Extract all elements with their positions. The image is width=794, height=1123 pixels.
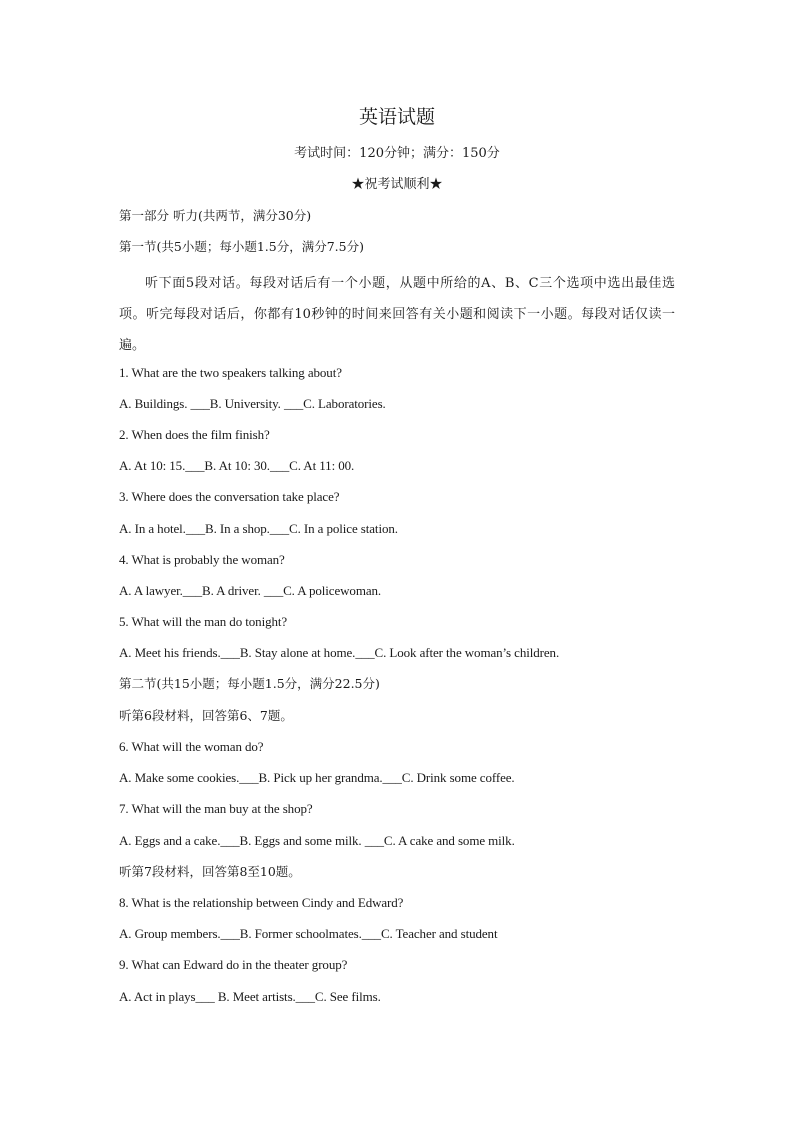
question-6-options: A. Make some cookies.___B. Pick up her grandma.___C. Drink some coffee. (119, 770, 515, 785)
section1-heading: 第一节(共5小题；每小题1.5分，满分7.5分) (119, 239, 364, 254)
question-8-options: A. Group members.___B. Former schoolmates.___C. Teacher and student (119, 926, 498, 941)
question-3: 3. Where does the conversation take place? (119, 489, 340, 504)
question-3-options: A. In a hotel.___B. In a shop.___C. In a police station. (119, 521, 398, 536)
group-7-instruction: 听第7段材料，回答第8至10题。 (119, 864, 301, 879)
question-2-options: A. At 10: 15.___B. At 10: 30.___C. At 11: 00. (119, 458, 355, 473)
question-9-options: A. Act in plays___ B. Meet artists.___C. See films. (119, 989, 381, 1004)
question-5: 5. What will the man do tonight? (119, 614, 288, 629)
question-1-options: A. Buildings. ___B. University. ___C. Laboratories. (119, 396, 386, 411)
question-4: 4. What is probably the woman? (119, 552, 285, 567)
question-5-options: A. Meet his friends.___B. Stay alone at home.___C. Look after the woman’s children. (119, 645, 560, 660)
question-1: 1. What are the two speakers talking about? (119, 365, 342, 380)
part1-heading: 第一部分 听力(共两节，满分30分) (119, 208, 312, 223)
group-6-instruction: 听第6段材料，回答第6、7题。 (119, 708, 293, 723)
question-7-options: A. Eggs and a cake.___B. Eggs and some milk. ___C. A cake and some milk. (119, 833, 515, 848)
section2-heading: 第二节(共15小题；每小题1.5分，满分22.5分) (119, 676, 380, 691)
section1-instructions: 听下面5段对话。每段对话后有一个小题，从题中所给的A、B、C三个选项中选出最佳选项。听完每段对话后，你都有10秒钟的时间来回答有关小题和阅读下一小题。每段对话仅读一遍。 (119, 276, 675, 353)
exam-motto: ★祝考试顺利★ (351, 177, 443, 192)
question-7: 7. What will the man buy at the shop? (119, 801, 313, 816)
question-9: 9. What can Edward do in the theater group? (119, 957, 348, 972)
exam-info: 考试时间：120分钟；满分：150分 (294, 146, 500, 161)
page-title: 英语试题 (358, 106, 435, 128)
question-8: 8. What is the relationship between Cindy and Edward? (119, 895, 404, 910)
question-2: 2. When does the film finish? (119, 427, 270, 442)
question-6: 6. What will the woman do? (119, 739, 264, 754)
question-4-options: A. A lawyer.___B. A driver. ___C. A policewoman. (119, 583, 382, 598)
